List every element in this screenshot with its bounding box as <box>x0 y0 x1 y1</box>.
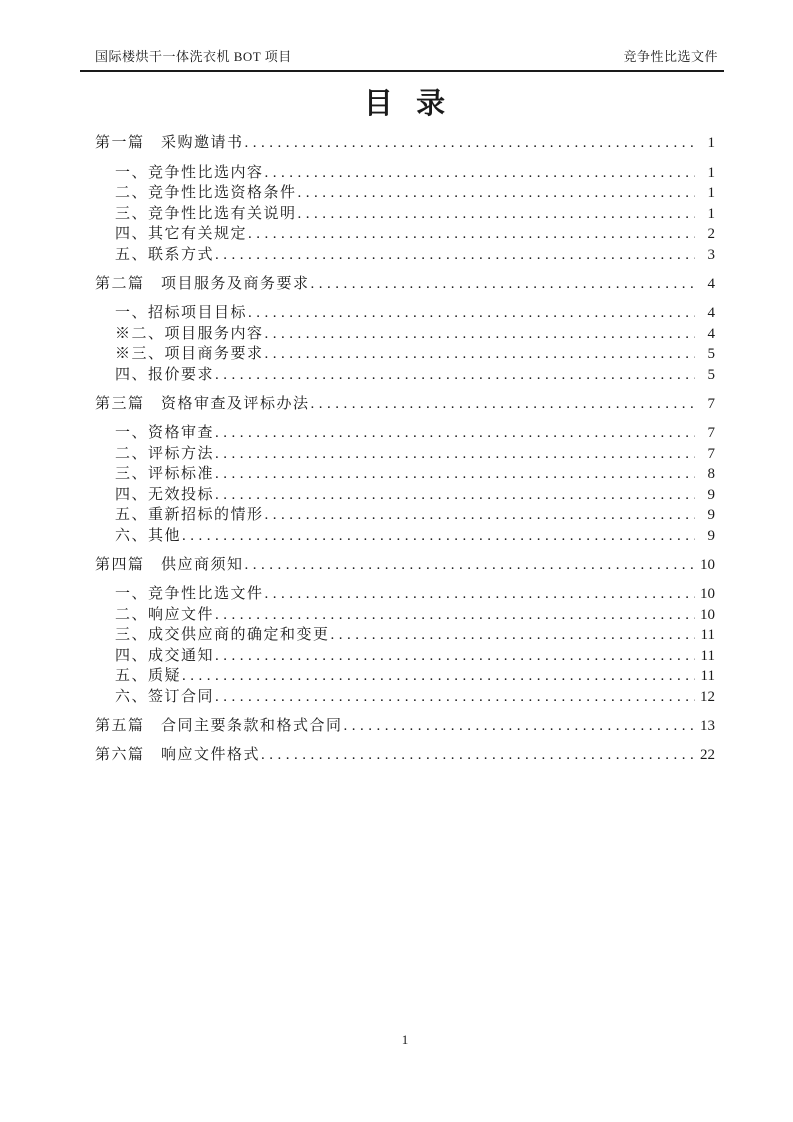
toc-entry[interactable] <box>95 745 715 766</box>
toc-dot-leader <box>298 183 695 204</box>
toc-dot-leader <box>265 163 695 184</box>
toc-entry-page: 13 <box>700 717 715 734</box>
toc-dot-leader <box>344 716 695 737</box>
toc-entry-page: 4 <box>707 325 715 342</box>
toc-entry-label: 一、竞争性比选文件 <box>115 586 264 602</box>
toc-dot-leader <box>311 394 695 415</box>
page-header <box>80 46 724 72</box>
toc-entry[interactable] <box>95 133 715 154</box>
toc-entry-label: 第六篇 响应文件格式 <box>95 747 261 763</box>
toc-entry[interactable] <box>95 526 715 547</box>
toc-entry-label: 第四篇 供应商须知 <box>95 556 244 573</box>
toc-dot-leader <box>182 666 695 687</box>
toc-entry[interactable] <box>95 464 715 485</box>
toc-entry-label: 四、无效投标 <box>115 486 215 503</box>
toc-entry-label: 二、竞争性比选资格条件 <box>115 185 297 201</box>
toc-entry-page: 1 <box>707 164 715 181</box>
toc-title: 目 录 <box>363 88 447 120</box>
toc-dot-leader <box>215 423 695 444</box>
toc-list <box>95 133 715 775</box>
toc-entry-label: 第五篇 合同主要条款和格式合同 <box>95 717 343 734</box>
toc-entry[interactable] <box>95 274 715 295</box>
toc-dot-leader <box>182 526 695 547</box>
toc-entry-page: 1 <box>707 135 715 151</box>
toc-entry-page: 9 <box>707 486 715 503</box>
toc-entry[interactable] <box>95 245 715 266</box>
toc-entry-label: 六、其他 <box>115 527 182 544</box>
toc-entry-page: 11 <box>700 668 715 684</box>
toc-entry[interactable] <box>95 666 715 687</box>
toc-entry-label: 四、报价要求 <box>115 366 215 383</box>
toc-dot-leader <box>265 344 695 365</box>
toc-entry-label: 第一篇 采购邀请书 <box>95 135 244 151</box>
toc-entry-label: 六、签订合同 <box>115 688 215 705</box>
toc-dot-leader <box>248 224 695 245</box>
toc-entry-label: 三、成交供应商的确定和变更 <box>115 627 330 643</box>
toc-entry[interactable] <box>95 224 715 245</box>
toc-entry[interactable] <box>95 716 715 737</box>
toc-entry[interactable] <box>95 555 715 576</box>
toc-dot-leader <box>245 133 695 154</box>
header-project-title: 国际楼烘干一体洗衣机 BOT 项目 <box>95 49 292 64</box>
toc-dot-leader <box>298 204 695 225</box>
toc-dot-leader <box>265 584 695 605</box>
toc-entry-page: 10 <box>700 586 715 602</box>
toc-entry-page: 11 <box>700 627 715 643</box>
toc-entry-label: 第三篇 资格审查及评标办法 <box>95 395 310 412</box>
toc-entry-page: 9 <box>707 527 715 544</box>
toc-dot-leader <box>311 274 695 295</box>
toc-entry-page: 10 <box>700 606 715 623</box>
toc-entry-label: 四、成交通知 <box>115 647 215 664</box>
toc-entry-label: 五、质疑 <box>115 668 182 684</box>
toc-entry[interactable] <box>95 625 715 646</box>
toc-entry-label: 四、其它有关规定 <box>115 226 248 242</box>
toc-entry-label: 五、联系方式 <box>115 246 215 263</box>
toc-entry-label: 二、响应文件 <box>115 606 215 623</box>
toc-entry-page: 12 <box>700 688 715 705</box>
toc-entry[interactable] <box>95 183 715 204</box>
toc-dot-leader <box>245 555 695 576</box>
toc-entry[interactable] <box>95 505 715 526</box>
toc-entry[interactable] <box>95 646 715 667</box>
toc-dot-leader <box>215 365 695 386</box>
toc-entry[interactable] <box>95 605 715 626</box>
toc-entry-label: 一、竞争性比选内容 <box>115 164 264 181</box>
toc-entry-page: 8 <box>707 466 715 482</box>
toc-entry[interactable] <box>95 324 715 345</box>
header-document-type: 竞争性比选文件 <box>623 49 718 64</box>
toc-entry-page: 7 <box>707 395 715 412</box>
toc-entry[interactable] <box>95 204 715 225</box>
toc-entry-label: 一、资格审查 <box>115 425 215 441</box>
toc-entry-label: ※二、项目服务内容 <box>115 325 264 342</box>
toc-entry[interactable] <box>95 303 715 324</box>
toc-entry-page: 10 <box>700 556 715 573</box>
toc-dot-leader <box>248 303 695 324</box>
toc-entry-page: 1 <box>707 185 715 201</box>
toc-entry-page: 5 <box>707 346 715 362</box>
toc-entry[interactable] <box>95 163 715 184</box>
toc-dot-leader <box>215 605 695 626</box>
toc-entry[interactable] <box>95 423 715 444</box>
toc-entry-label: ※三、项目商务要求 <box>115 346 264 362</box>
page-footer <box>95 1032 715 1048</box>
toc-entry-page: 7 <box>707 445 715 462</box>
toc-entry-page: 4 <box>707 275 715 292</box>
toc-entry-label: 三、评标标准 <box>115 466 215 482</box>
toc-entry-page: 5 <box>707 366 715 383</box>
toc-dot-leader <box>261 745 695 766</box>
toc-dot-leader <box>215 245 695 266</box>
toc-entry-label: 三、竞争性比选有关说明 <box>115 205 297 222</box>
toc-dot-leader <box>215 687 695 708</box>
toc-entry-label: 五、重新招标的情形 <box>115 507 264 523</box>
toc-entry-page: 22 <box>700 747 715 763</box>
toc-dot-leader <box>215 464 695 485</box>
toc-dot-leader <box>215 444 695 465</box>
toc-entry-page: 2 <box>707 226 715 242</box>
toc-entry-page: 3 <box>707 246 715 263</box>
toc-entry-label: 二、评标方法 <box>115 445 215 462</box>
toc-dot-leader <box>265 505 695 526</box>
toc-entry-page: 4 <box>707 305 715 321</box>
toc-entry[interactable] <box>95 365 715 386</box>
toc-entry[interactable] <box>95 687 715 708</box>
footer-page-number: 1 <box>401 1032 409 1047</box>
toc-entry[interactable] <box>95 485 715 506</box>
toc-entry-page: 9 <box>707 507 715 523</box>
toc-entry[interactable] <box>95 584 715 605</box>
toc-dot-leader <box>265 324 695 345</box>
toc-entry-page: 1 <box>707 205 715 222</box>
toc-entry-page: 11 <box>700 647 715 664</box>
toc-entry[interactable] <box>95 344 715 365</box>
toc-entry-label: 一、招标项目目标 <box>115 305 248 321</box>
toc-dot-leader <box>331 625 695 646</box>
toc-entry-page: 7 <box>707 425 715 441</box>
toc-dot-leader <box>215 646 695 667</box>
toc-entry[interactable] <box>95 444 715 465</box>
toc-entry[interactable] <box>95 394 715 415</box>
toc-entry-label: 第二篇 项目服务及商务要求 <box>95 275 310 292</box>
toc-dot-leader <box>215 485 695 506</box>
